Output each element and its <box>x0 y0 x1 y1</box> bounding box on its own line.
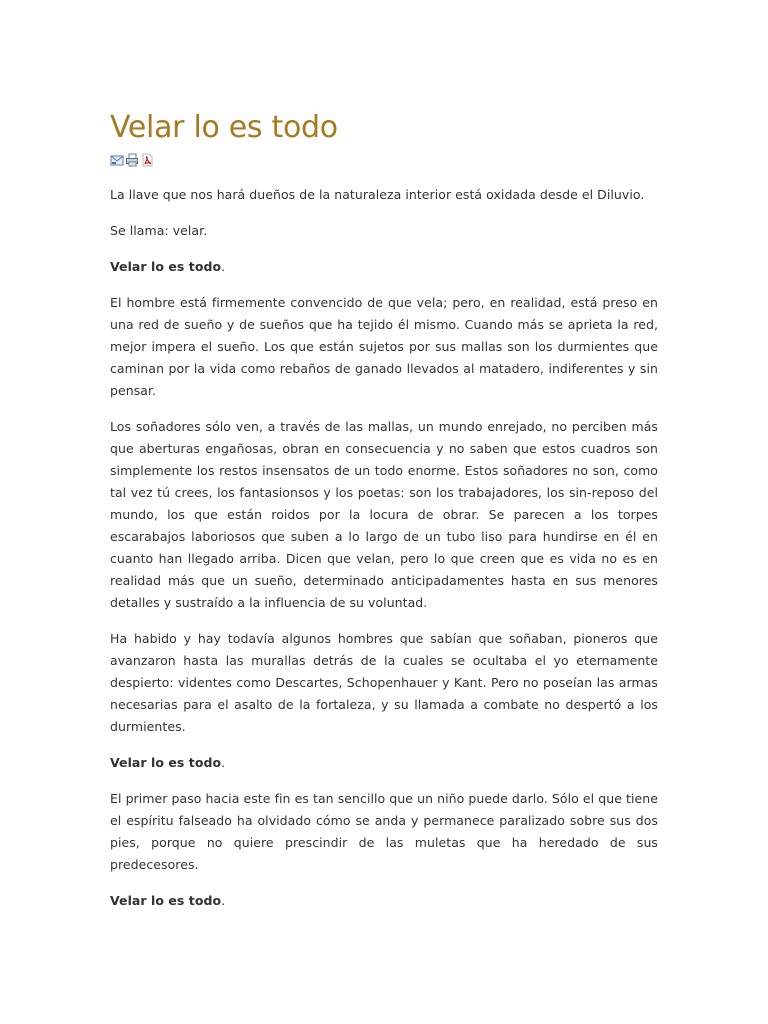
emphasis-line <box>110 890 658 912</box>
emphasis-line <box>110 752 658 774</box>
body-paragraph: El hombre está firmemente convencido de que vela; pero, en realidad, está preso en una red de sueño y de sueños que ha tejido él mismo. Cuando más se aprieta la red, mejor impera el sueño. Los que están sujetos por sus mallas son los durmientes que caminan por la vida como rebaños de ganado llevados al matadero, indiferentes y sin pensar. <box>110 295 658 398</box>
emphasis-text: Velar lo es todo <box>110 755 222 770</box>
pdf-icon[interactable] <box>140 153 154 167</box>
body-paragraph: Se llama: velar. <box>110 223 208 238</box>
email-icon[interactable] <box>110 153 124 167</box>
article-tools <box>110 153 658 167</box>
article <box>110 109 658 926</box>
emphasis-suffix: . <box>221 755 226 770</box>
article-body <box>110 184 658 912</box>
emphasis-suffix: . <box>221 259 226 274</box>
print-icon[interactable] <box>125 153 139 167</box>
body-paragraph: El primer paso hacia este fin es tan sencillo que un niño puede darlo. Sólo el que tiene el espíritu falseado ha olvidado cómo se anda y permanece paralizado sobre sus dos pies, porque no quiere prescindir de las muletas que ha heredado de sus predecesores. <box>110 791 658 872</box>
emphasis-suffix: . <box>221 893 226 908</box>
emphasis-text: Velar lo es todo <box>110 259 222 274</box>
emphasis-line <box>110 256 658 278</box>
body-paragraph: La llave que nos hará dueños de la naturaleza interior está oxidada desde el Diluvio. <box>110 187 645 202</box>
emphasis-text: Velar lo es todo <box>110 893 222 908</box>
body-paragraph: Ha habido y hay todavía algunos hombres que sabían que soñaban, pioneros que avanzaron hasta las murallas detrás de la cuales se ocultaba el yo eternamente despierto: videntes como Descartes, Schopenhauer y Kant. Pero no poseían las armas necesarias para el asalto de la fortaleza, y su llamada a combate no despertó a los durmientes. <box>110 631 658 734</box>
page-title: Velar lo es todo <box>110 110 338 145</box>
body-paragraph: Los soñadores sólo ven, a través de las mallas, un mundo enrejado, no perciben más que aberturas engañosas, obran en consecuencia y no saben que estos cuadros son simplemente los restos insensatos de un todo enorme. Estos soñadores no son, como tal vez tú crees, los fantasionsos y los poetas: son los trabajadores, los sin-reposo del mundo, los que están roidos por la locura de obrar. Se parecen a los torpes escarabajos laboriosos que suben a lo largo de un tubo liso para hundirse en él en cuanto han llegado arriba. Dicen que velan, pero lo que creen que es vida no es en realidad más que un sueño, determinado anticipadamentes hasta en sus menores detalles y sustraído a la influencia de su voluntad. <box>110 419 658 610</box>
